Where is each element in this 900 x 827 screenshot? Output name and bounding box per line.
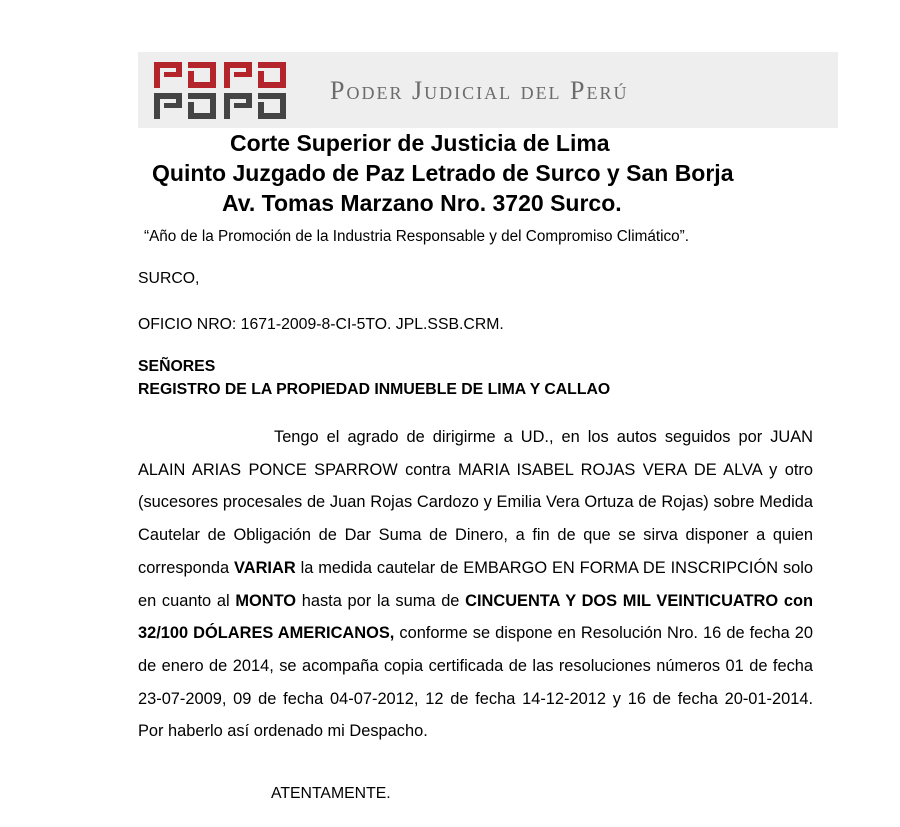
addressee-salutation: SEÑORES (138, 358, 216, 375)
institution-name: Poder Judicial del Perú (330, 76, 629, 105)
body-text-part: Tengo el agrado de dirigirme a UD., en los autos seguidos por JUAN ALAIN ARIAS PONCE SPARROW contra MARIA ISABEL ROJAS VERA DE ALVA y otro (sucesores procesales de Juan Rojas Cardozo y Emilia Vera Ortuza de Rojas) sobre Medida Cautelar de Obligación de Dar Suma de Dinero, a fin de que se sirva disponer a quien corresponda (138, 428, 813, 577)
addressee-entity: REGISTRO DE LA PROPIEDAD INMUEBLE DE LIMA Y CALLAO (138, 381, 611, 398)
body-bold-variar: VARIAR (234, 558, 296, 577)
city-line: SURCO, (138, 270, 200, 287)
office-name: Quinto Juzgado de Paz Letrado de Surco y San Borja (152, 160, 734, 186)
body-text-part: la medida cautelar de EMBARGO EN FORMA DE INSCRIPCIÓN solo en cuanto al (138, 558, 814, 610)
oficio-number: OFICIO NRO: 1671-2009-8-CI-5TO. JPL.SSB.CRM. (138, 316, 504, 333)
body-text-part: conforme se dispone en Resolución Nro. 16 de fecha 20 de enero de 2014, se acompaña copia certificada de las resoluciones números 01 de fecha 23-07-2009, 09 de fecha 04-07-2012, 12 de fecha 14-12-2012 y 16 de fecha 20-01-2014. Por haberlo así ordenado mi Despacho. (138, 624, 813, 741)
office-address: Av. Tomas Marzano Nro. 3720 Surco. (222, 190, 622, 216)
body-bold-amount: CINCUENTA Y DOS MIL VEINTICUATRO con 32/100 DÓLARES AMERICANOS, (138, 591, 813, 643)
letterhead-banner (138, 52, 838, 128)
body-text-part: hasta por la suma de (296, 591, 466, 610)
body-bold-monto: MONTO (235, 591, 297, 610)
closing-line: ATENTAMENTE. (271, 785, 391, 802)
court-name: Corte Superior de Justicia de Lima (230, 130, 610, 156)
pj-monogram-icon (150, 60, 300, 122)
letter-body (138, 421, 813, 748)
year-motto: “Año de la Promoción de la Industria Responsable y del Compromiso Climático”. (144, 228, 689, 245)
